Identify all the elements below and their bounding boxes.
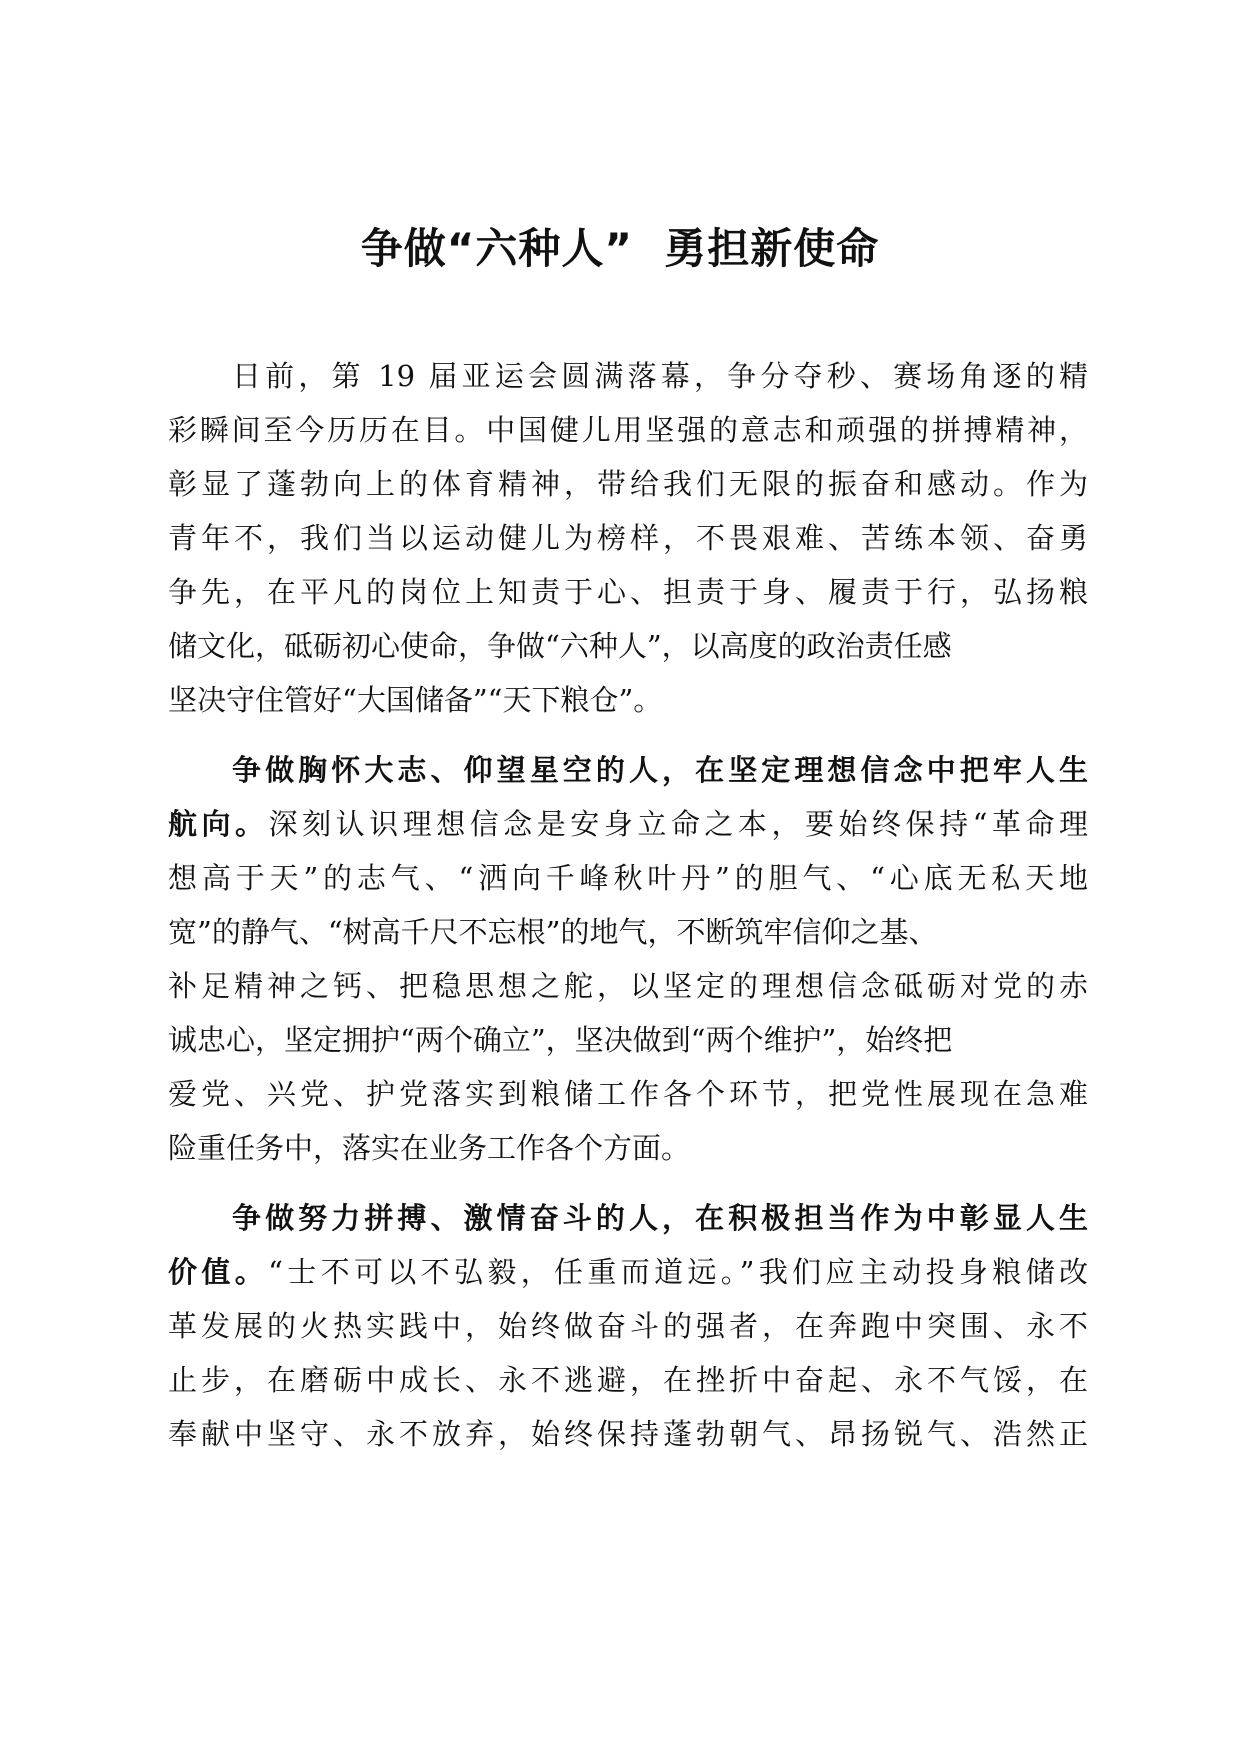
paragraph-line: 青年不，我们当以运动健儿为榜样，不畏艰难、苦练本领、奋勇 [168,521,1088,555]
paragraph-line: 止步，在磨砺中成长、永不逃避，在挫折中奋起、永不气馁，在 [168,1363,1088,1397]
paragraph-line: 补足精神之钙、把稳思想之舵，以坚定的理想信念砥砺对党的赤 [168,969,1088,1003]
paragraph-line: 革发展的火热实践中，始终做奋斗的强者，在奔跑中突围、永不 [168,1309,1088,1343]
paragraph-line: 宽”的静气、“树高千尺不忘根”的地气，不断筑牢信仰之基、 [168,915,938,949]
paragraph-ideals [168,743,1088,1175]
paragraph-heading-line: 争做胸怀大志、仰望星空的人，在坚定理想信念中把牢人生 [232,753,1088,787]
paragraph-line: 争先，在平凡的岗位上知责于心、担责于身、履责于行，弘扬粮 [168,575,1088,609]
paragraph-line: 想高于天”的志气、“洒向千峰秋叶丹”的胆气、“心底无私天地 [168,861,1088,895]
paragraph-intro [168,349,1088,727]
paragraph-line: 爱党、兴党、护党落实到粮储工作各个环节，把党性展现在急难 [168,1077,1088,1111]
paragraph-line: 诚忠心，坚定拥护“两个确立”，坚决做到“两个维护”，始终把 [168,1023,953,1057]
paragraph-struggle [168,1191,1088,1461]
paragraph-line: 储文化，砥砺初心使命，争做“六种人”，以高度的政治责任感 [168,629,952,663]
paragraph-line: 彰显了蓬勃向上的体育精神，带给我们无限的振奋和感动。作为 [168,467,1088,501]
paragraph-heading-end: 价值。 [168,1255,269,1289]
paragraph-line: 日前，第 19 届亚运会圆满落幕，争分夺秒、赛场角逐的精 [232,359,1088,393]
document-title: 争做“六种人” 勇担新使命 [360,224,880,273]
paragraph-line: 彩瞬间至今历历在目。中国健儿用坚强的意志和顽强的拼搏精神， [168,413,1088,447]
paragraph-line: 坚决守住管好“大国储备”“天下粮仓”。 [168,683,663,717]
paragraph-gap [168,727,1088,743]
paragraph-line: 奉献中坚守、永不放弃，始终保持蓬勃朝气、昂扬锐气、浩然正 [168,1417,1088,1451]
paragraph-heading-end: 航向。 [168,807,269,841]
paragraph-line [168,1245,1088,1299]
paragraph-text: 深刻认识理想信念是安身立命之本，要始终保持“革命理 [268,807,1088,841]
paragraph-heading-line: 争做努力拼搏、激情奋斗的人，在积极担当作为中彰显人生 [232,1201,1088,1235]
paragraph-line: 险重任务中，落实在业务工作各个方面。 [168,1131,691,1165]
paragraph-text: “士不可以不弘毅，任重而道远。”我们应主动投身粮储改 [268,1255,1088,1289]
paragraph-gap [168,1175,1088,1191]
paragraph-line [168,797,1088,851]
document-body [168,349,1088,1461]
